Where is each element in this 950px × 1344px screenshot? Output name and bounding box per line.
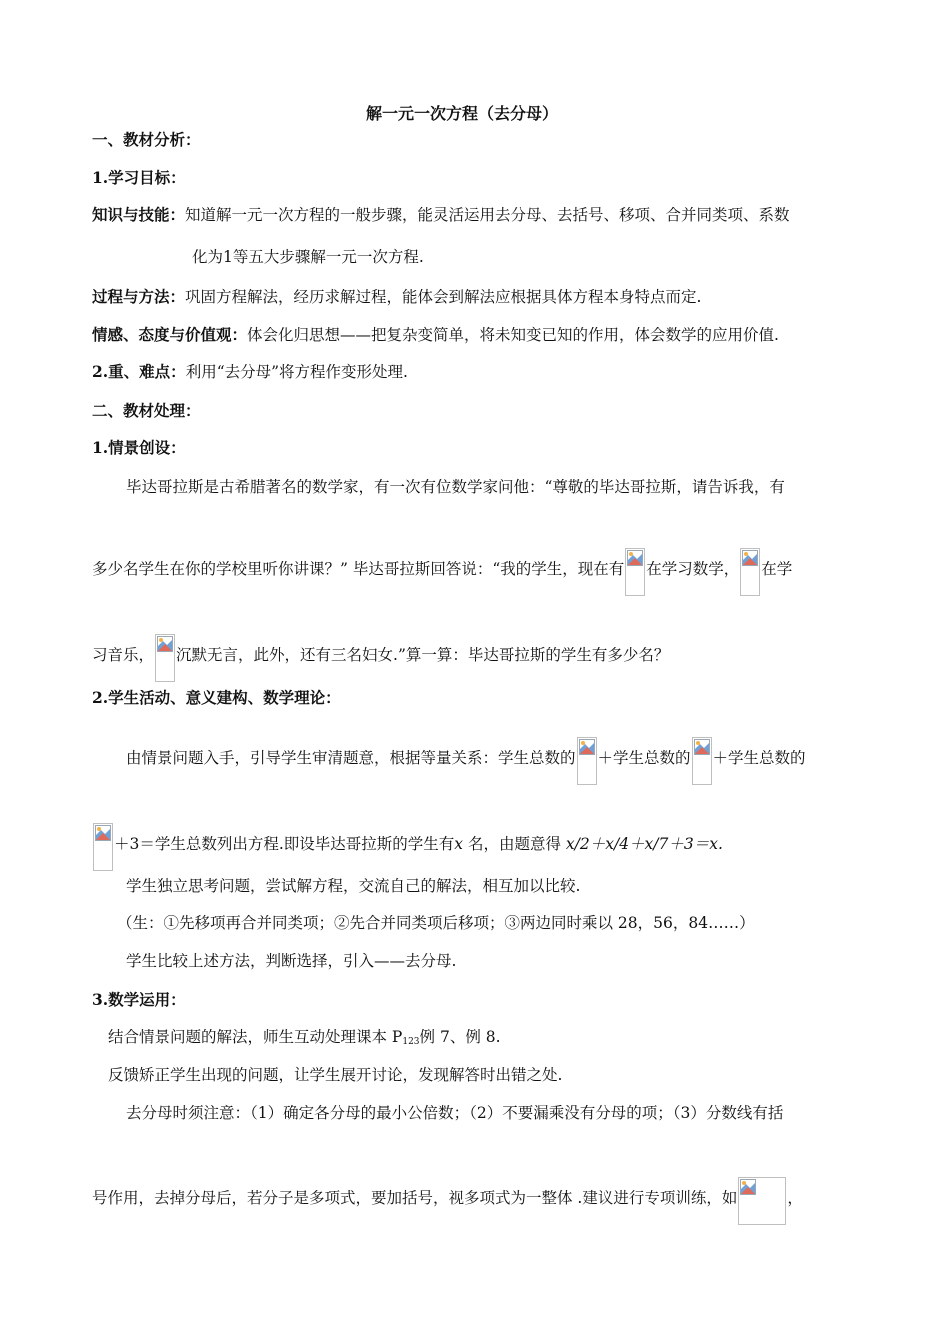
broken-image-icon: [93, 823, 113, 871]
scene-paragraph-1: 毕达哥拉斯是古希腊著名的数学家，有一次有位数学家问他：“尊敬的毕达哥拉斯，请告诉我，有: [126, 478, 785, 496]
broken-image-icon: [577, 737, 597, 785]
scene-text-3b: 沉默无言，此外，还有三名妇女.”算一算：毕达哥拉斯的学生有多少名？: [176, 646, 670, 664]
activity-paragraph-5: 学生比较上述方法，判断选择，引入——去分母.: [126, 952, 457, 970]
scene-text-3a: 习音乐，: [92, 646, 155, 664]
apply-text-1a: 结合情景问题的解法，师生互动处理课本 P: [108, 1028, 403, 1046]
activity-paragraph-3: 学生独立思考问题，尝试解方程，交流自己的解法，相互加以比较.: [126, 877, 581, 895]
emotion-text: 体会化归思想——把复杂变简单，将未知变已知的作用，体会数学的应用价值.: [247, 326, 779, 344]
activity-text-2b: 名，由题意得: [463, 835, 566, 853]
activity-text-1c: ＋学生总数的: [712, 749, 806, 767]
knowledge-text-cont: 化为1等五大步骤解一元一次方程.: [192, 248, 424, 266]
scene-text-2a: 多少名学生在你的学校里听你讲课？” 毕达哥拉斯回答说：“我的学生，现在有: [92, 560, 625, 578]
apply-paragraph-4: [92, 1177, 803, 1225]
knowledge-line: [92, 205, 790, 225]
apply-paragraph-3: 去分母时须注意：（1）确定各分母的最小公倍数；（2）不要漏乘没有分母的项；（3）分数线有括: [126, 1104, 784, 1122]
activity-text-2a: ＋3＝学生总数列出方程.即设毕达哥拉斯的学生有: [114, 835, 455, 853]
scene-paragraph-2: [92, 548, 792, 596]
broken-image-icon: [155, 634, 175, 682]
process-line: [92, 287, 701, 307]
section-heading-analysis: 一、教材分析：: [92, 130, 201, 149]
emotion-label: 情感、态度与价值观：: [92, 325, 248, 344]
knowledge-text: 知道解一元一次方程的一般步骤，能灵活运用去分母、去括号、移项、合并同类项、系数: [185, 206, 790, 224]
variable-x: x: [454, 835, 464, 853]
process-text: 巩固方程解法，经历求解过程，能体会到解法应根据具体方程本身特点而定.: [185, 288, 702, 306]
activity-paragraph-4: （生：①先移项再合并同类项；②先合并同类项后移项；③两边同时乘以 28，56，84……）: [117, 914, 755, 932]
broken-image-icon: [625, 548, 645, 596]
apply-heading: 3.数学运用：: [92, 990, 186, 1009]
key-points-label: 2.重、难点：: [92, 362, 186, 381]
apply-paragraph-2: 反馈矫正学生出现的问题，让学生展开讨论，发现解答时出错之处.: [108, 1066, 563, 1084]
broken-image-icon: [692, 737, 712, 785]
scene-paragraph-3: [92, 634, 669, 682]
scene-text-2b: 在学习数学，: [646, 560, 740, 578]
scene-text-2c: 在学: [761, 560, 793, 578]
activity-heading: 2.学生活动、意义建构、数学理论：: [92, 688, 341, 707]
scene-heading: 1.情景创设：: [92, 438, 186, 457]
apply-text-4b: ，: [787, 1189, 803, 1207]
process-label: 过程与方法：: [92, 287, 186, 306]
apply-paragraph-1: [108, 1027, 501, 1052]
document-title: 解一元一次方程（去分母）: [366, 104, 559, 123]
emotion-line: [92, 325, 779, 345]
page-number-subscript: 123: [402, 1037, 420, 1047]
key-points-line: [92, 362, 408, 382]
activity-paragraph-2: [92, 823, 723, 871]
apply-text-4a: 号作用，去掉分母后，若分子是多项式，要加括号，视多项式为一整体 .建议进行专项训练，如: [92, 1189, 738, 1207]
activity-text-1a: 由情景问题入手，引导学生审清题意，根据等量关系：学生总数的: [126, 749, 576, 767]
key-points-text: 利用“去分母”将方程作变形处理.: [185, 363, 408, 381]
goals-heading: 1.学习目标：: [92, 168, 186, 187]
broken-image-icon: [740, 548, 760, 596]
activity-paragraph-1: [126, 737, 806, 785]
knowledge-label: 知识与技能：: [92, 205, 186, 224]
activity-text-1b: ＋学生总数的: [597, 749, 691, 767]
broken-image-icon: [738, 1177, 786, 1225]
equation: x/2＋x/4＋x/7＋3＝x.: [565, 835, 723, 853]
apply-text-1b: 例 7、例 8.: [419, 1028, 501, 1046]
section-heading-processing: 二、教材处理：: [92, 401, 201, 420]
